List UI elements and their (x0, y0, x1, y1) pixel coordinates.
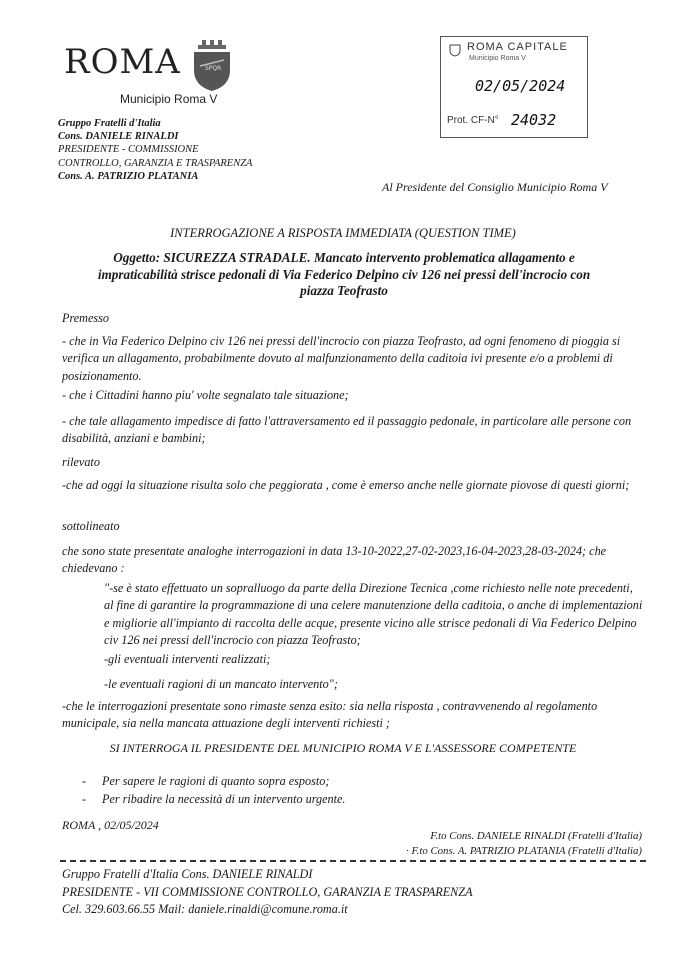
footer-line: PRESIDENTE - VII COMMISSIONE CONTROLLO, GARANZIA E TRASPARENZA (62, 884, 473, 899)
subject-line: impraticabilità strisce pedonali di Via Federico Delpino civ 126 nei pressi dell'incrocio con (97, 266, 591, 282)
footer-line: Cel. 329.603.66.55 Mail: daniele.rinaldi@comune.roma.it (62, 902, 348, 916)
roma-logo-text: ROMA (64, 42, 181, 82)
footer-line: Gruppo Fratelli d'Italia Cons. DANIELE RINALDI (62, 867, 313, 881)
bullet-icon: - (82, 792, 87, 806)
section-premesso: Premesso (62, 311, 109, 325)
interroga-line: SI INTERROGA IL PRESIDENTE DEL MUNICIPIO ROMA V E L'ASSESSORE COMPETENTE (109, 741, 577, 755)
stamp-logo-icon (449, 43, 461, 57)
paragraph: - che in Via Federico Delpino civ 126 nei pressi dell'incrocio con piazza Teofrasto, ad ogni fenomeno di pioggia si verifica un allagamento, probabilmente dovuto al malfunzionamento della caditoia ivi presente e/o a problemi di posizionamento. (62, 334, 621, 383)
stamp-title: ROMA CAPITALE (467, 41, 568, 53)
svg-text:SPQR: SPQR (205, 65, 222, 72)
protocol-stamp (440, 36, 588, 138)
stamp-protocol-number: 24032 (511, 111, 557, 129)
subject-line: piazza Teofrasto (300, 283, 388, 298)
stamp-subtitle: Municipio Roma V (469, 55, 526, 62)
sender-commission: CONTROLLO, GARANZIA E TRASPARENZA (58, 157, 253, 169)
signatures (406, 829, 642, 858)
list-item (82, 790, 345, 808)
paragraph: -che ad oggi la situazione risulta solo che peggiorata , come è emerso anche nelle giornate piovose di questi giorni; (62, 478, 630, 492)
list-item (82, 772, 345, 790)
stamp-protocol-label: Prot. CF-N° (447, 115, 499, 126)
document-heading: INTERROGAZIONE A RISPOSTA IMMEDIATA (QUESTION TIME) (170, 226, 516, 240)
roma-shield-icon (190, 40, 234, 92)
quoted-request: -le eventuali ragioni di un mancato intervento"; (104, 677, 338, 691)
quoted-request: -gli eventuali interventi realizzati; (104, 652, 271, 666)
subject (44, 250, 644, 300)
sender-group: Gruppo Fratelli d'Italia (58, 118, 161, 129)
paragraph: che sono state presentate analoghe interrogazioni in data 13-10-2022,27-02-2023,16-04-2023,28-03-2024; che chiedevano : (62, 544, 607, 576)
quoted-request: "-se è stato effettuato un sopralluogo da parte della Direzione Tecnica ,come richiesto nelle note precedenti, al fine di garantire la programmazione di una celere manutenzione della caditoia, o anche di implementazioni e migliorie all'impianto di raccolta delle acque, presente vicino alle strisce pedonali di Via Federico Delpino civ 126 nei pressi dell'incrocio con piazza Teofrasto; (104, 581, 643, 648)
list-item-text: Per sapere le ragioni di quanto sopra esposto; (102, 774, 330, 788)
footer-contact (62, 866, 473, 919)
municipio-label: Municipio Roma V (120, 92, 218, 106)
signature-line: · F.to Cons. A. PATRIZIO PLATANIA (Fratelli d'Italia) (406, 844, 642, 857)
section-sottolineato: sottolineato (62, 519, 120, 533)
divider (60, 860, 646, 862)
signature-line: F.to Cons. DANIELE RINALDI (Fratelli d'Italia) (430, 830, 642, 842)
paragraph: -che le interrogazioni presentate sono rimaste senza esito: sia nella risposta , contravvenendo al regolamento municipale, sia nella mancata attuazione degli interventi richiesti ; (62, 699, 598, 731)
subject-line: Oggetto: SICUREZZA STRADALE. Mancato intervento problematica allagamento e (113, 250, 575, 265)
sender-name: Cons. DANIELE RINALDI (58, 131, 179, 143)
sender-block (58, 117, 252, 183)
list-item-text: Per ribadire la necessità di un intervento urgente. (102, 792, 346, 806)
sender-role: PRESIDENTE - COMMISSIONE (58, 144, 199, 156)
bullet-icon: - (82, 774, 87, 788)
section-rilevato: rilevato (62, 455, 100, 469)
paragraph: - che i Cittadini hanno piu' volte segnalato tale situazione; (62, 388, 349, 402)
request-list (82, 772, 345, 808)
addressee: Al Presidente del Consiglio Municipio Roma V (382, 180, 608, 194)
sender-cosigner: Cons. A. PATRIZIO PLATANIA (58, 170, 199, 182)
place-date: ROMA , 02/05/2024 (62, 818, 159, 832)
stamp-date: 02/05/2024 (475, 77, 566, 95)
paragraph: - che tale allagamento impedisce di fatto l'attraversamento ed il passaggio pedonale, in particolare alle persone con disabilità, anziani e bambini; (62, 414, 632, 446)
